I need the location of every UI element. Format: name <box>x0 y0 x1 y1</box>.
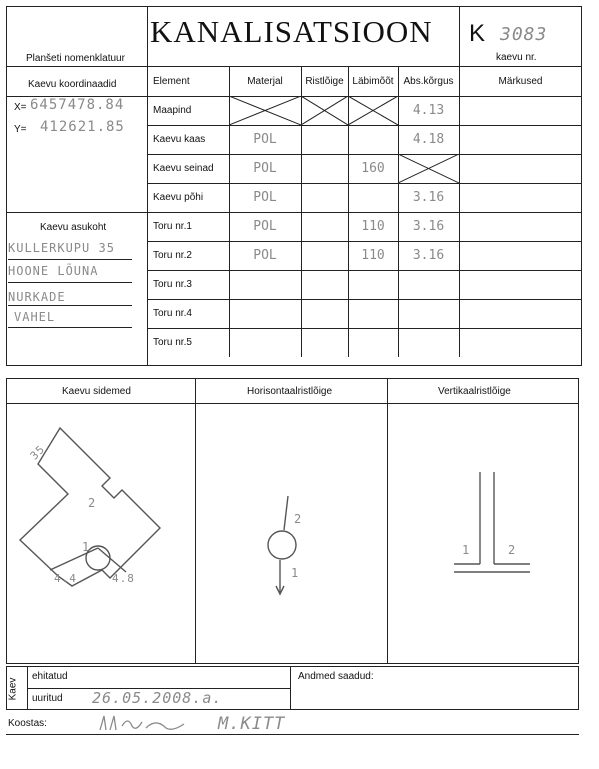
table-cell-labimoot <box>348 183 398 212</box>
footer-middle-divider <box>290 666 291 710</box>
table-cell-labimoot <box>348 328 398 357</box>
kaev-label: Kaev <box>7 677 19 701</box>
table-cell-labimoot: 110 <box>361 248 385 263</box>
table-header-materjal: Materjal <box>247 75 283 87</box>
sketch-label-1: 1 <box>82 540 91 554</box>
table-cell-abs: 3.16 <box>412 190 445 205</box>
hsketch-label-1: 1 <box>291 566 300 580</box>
table-cell-labimoot <box>348 125 398 154</box>
location-line-1: KULLERKUPU 35 <box>8 241 115 255</box>
horizontal-label: Horisontaalristlõige <box>247 386 333 397</box>
table-cell-abs <box>398 270 459 299</box>
x-value: 6457478.84 <box>30 97 125 113</box>
cross-out-mark <box>398 154 459 183</box>
table-cell-markused <box>459 154 582 183</box>
table-cell-ristloige <box>301 125 348 154</box>
plansheet-label: Planšeti nomenklatuur <box>26 53 125 64</box>
table-cell-ristloige <box>301 212 348 241</box>
table-cell-abs: 4.18 <box>412 132 445 147</box>
ehitatud-label: ehitatud <box>32 671 68 682</box>
table-cell-ristloige <box>301 270 348 299</box>
header-divider-right <box>459 6 460 66</box>
location-underline-4 <box>8 327 132 328</box>
location-underline-1 <box>8 259 132 260</box>
hsketch-label-2: 2 <box>294 512 303 526</box>
y-label: Y= <box>14 124 27 135</box>
table-header-abs: Abs.kõrgus <box>403 75 454 87</box>
signature <box>96 712 188 736</box>
coordinates-label: Kaevu koordinaadid <box>28 79 117 90</box>
location-line-4: VAHEL <box>14 310 56 324</box>
table-cell-abs <box>398 299 459 328</box>
table-cell-markused <box>459 270 582 299</box>
andmed-label: Andmed saadud: <box>298 671 374 682</box>
connections-label: Kaevu sidemed <box>62 386 131 397</box>
table-cell-materjal <box>229 270 301 299</box>
well-number: 3083 <box>500 24 548 45</box>
table-row-label: Kaevu põhi <box>153 192 204 203</box>
table-cell-ristloige <box>301 154 348 183</box>
table-cell-abs: 3.16 <box>412 219 445 234</box>
table-cell-materjal <box>229 299 301 328</box>
table-header-ristloige: Ristlõige <box>305 75 344 87</box>
sketch-corner-35: 35 <box>27 442 48 463</box>
uuritud-label: uuritud <box>32 693 63 704</box>
table-cell-materjal: POL <box>253 132 277 147</box>
table-cell-markused <box>459 96 582 125</box>
cross-out-mark <box>301 96 348 125</box>
table-row-label: Kaevu kaas <box>153 134 206 145</box>
sketch-divider-2 <box>387 378 388 664</box>
table-cell-labimoot <box>348 270 398 299</box>
table-cell-ristloige <box>301 183 348 212</box>
table-row-label: Toru nr.2 <box>153 250 192 261</box>
table-cell-materjal: POL <box>253 219 277 234</box>
horizontal-sketch <box>250 490 330 600</box>
page-title: KANALISATSIOON <box>150 14 433 49</box>
table-header-labimoot: Läbimõõt <box>352 75 394 87</box>
well-prefix: K <box>469 20 486 47</box>
location-line-3: NURKADE <box>8 290 66 304</box>
table-cell-markused <box>459 241 582 270</box>
table-cell-abs <box>398 328 459 357</box>
location-line-2: HOONE LÕUNA <box>8 264 99 278</box>
table-row-label: Toru nr.5 <box>153 337 192 348</box>
table-cell-materjal: POL <box>253 161 277 176</box>
coordinates-header-line <box>6 96 147 97</box>
location-top-line <box>6 212 147 213</box>
location-underline-2 <box>8 282 132 283</box>
vsketch-label-1: 1 <box>462 543 471 557</box>
table-header-markused: Märkused <box>498 75 543 87</box>
table-cell-labimoot <box>348 299 398 328</box>
sketch-header-line <box>6 403 579 404</box>
connections-sketch <box>10 410 190 600</box>
table-cell-markused <box>459 299 582 328</box>
table-cell-ristloige <box>301 241 348 270</box>
koostas-label: Koostas: <box>8 718 47 729</box>
table-cell-materjal <box>229 328 301 357</box>
table-cell-markused <box>459 125 582 154</box>
table-cell-markused <box>459 328 582 357</box>
sketch-divider-1 <box>195 378 196 664</box>
vertical-sketch <box>440 460 540 580</box>
table-cell-abs: 3.16 <box>412 248 445 263</box>
sketch-dist-b: 4.8 <box>112 572 135 585</box>
table-cell-labimoot: 160 <box>361 161 385 176</box>
table-cell-markused <box>459 212 582 241</box>
table-row-label: Maapind <box>153 105 192 116</box>
table-cell-labimoot: 110 <box>361 219 385 234</box>
well-number-label: kaevu nr. <box>496 52 537 63</box>
table-row-label: Toru nr.3 <box>153 279 192 290</box>
table-row-label: Toru nr.1 <box>153 221 192 232</box>
y-value: 412621.85 <box>40 119 125 135</box>
cross-out-mark <box>348 96 398 125</box>
sketch-dist-a: 4.4 <box>54 572 77 585</box>
cross-out-mark <box>229 96 301 125</box>
x-label: X= <box>14 102 27 113</box>
table-cell-markused <box>459 183 582 212</box>
table-cell-materjal: POL <box>253 190 277 205</box>
table-row-label: Kaevu seinad <box>153 163 214 174</box>
table-cell-ristloige <box>301 328 348 357</box>
table-row-label: Toru nr.4 <box>153 308 192 319</box>
table-cell-abs: 4.13 <box>412 103 445 118</box>
table-cell-materjal: POL <box>253 248 277 263</box>
table-header-element: Element <box>153 75 190 87</box>
vertical-label: Vertikaalristlõige <box>438 386 511 397</box>
koostas-underline <box>6 734 579 735</box>
location-label: Kaevu asukoht <box>40 222 107 233</box>
sketch-label-2: 2 <box>88 496 97 510</box>
table-cell-ristloige <box>301 299 348 328</box>
vsketch-label-2: 2 <box>508 543 517 557</box>
location-underline-3 <box>8 305 132 306</box>
uuritud-value: 26.05.2008.a. <box>92 689 223 707</box>
koostas-value: M.KITT <box>218 714 286 734</box>
